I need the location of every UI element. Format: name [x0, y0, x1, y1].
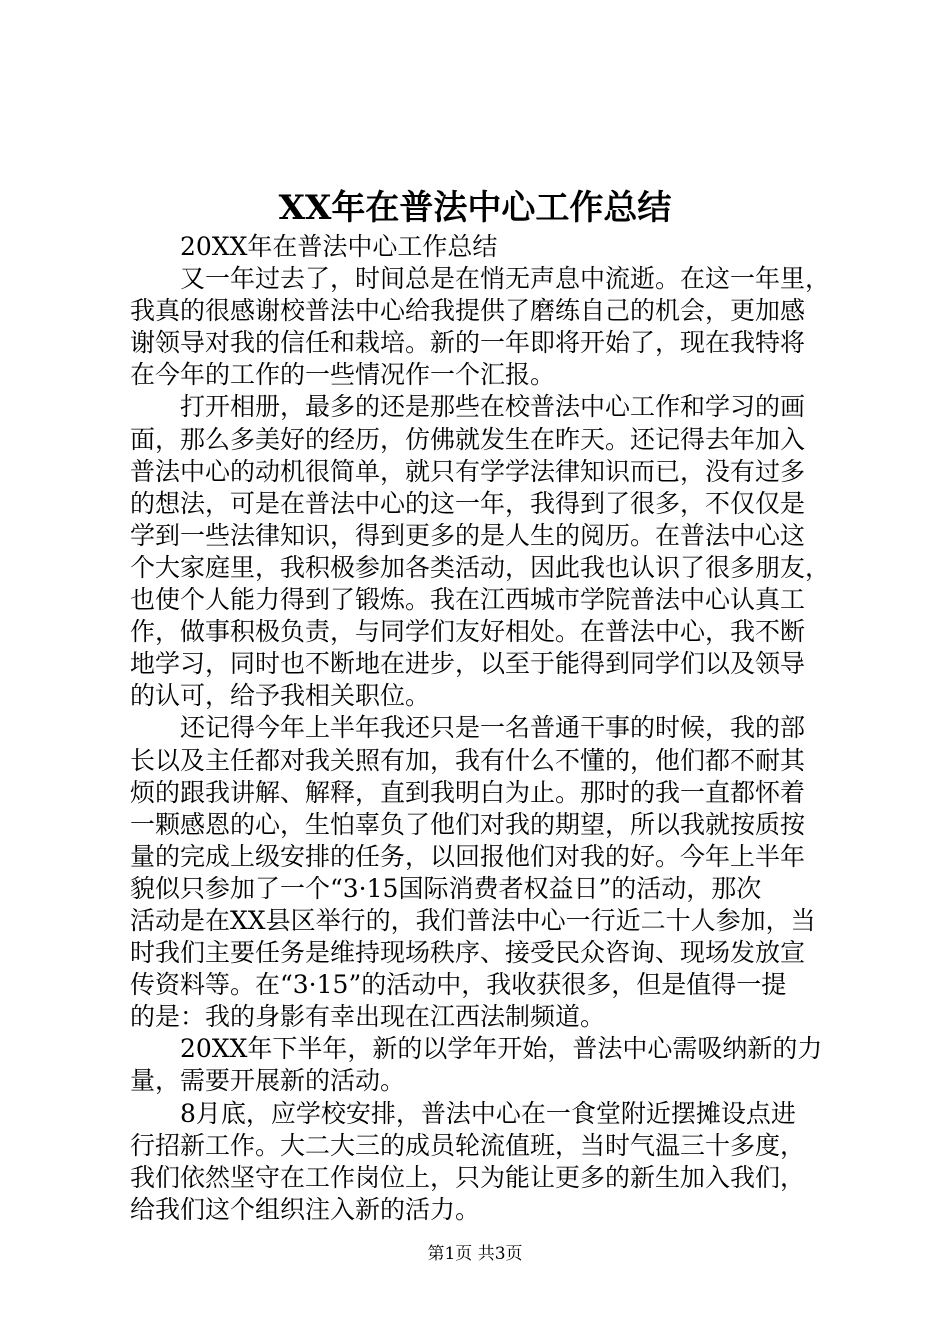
text-line: 给我们这个组织注入新的活力。: [130, 1194, 481, 1224]
text-line: 貌似只参加了一个“3·15国际消费者权益日”的活动，那次: [130, 873, 762, 903]
text-line: 作，做事积极负责，与同学们友好相处。在普法中心，我不断: [130, 617, 806, 647]
text-line: 在今年的工作的一些情况作一个汇报。: [130, 360, 556, 390]
document-title: XX年在普法中心工作总结: [278, 188, 672, 228]
text-line: 行招新工作。大二大三的成员轮流值班，当时气温三十多度，: [130, 1130, 806, 1160]
text-line: 打开相册，最多的还是那些在校普法中心工作和学习的画: [180, 392, 806, 422]
text-line: 的认可，给予我相关职位。: [130, 681, 431, 711]
text-line: 面，那么多美好的经历，仿佛就发生在昨天。还记得去年加入: [130, 424, 806, 454]
text-line: 普法中心的动机很简单，就只有学学法律知识而已，没有过多: [130, 456, 806, 486]
text-line: 也使个人能力得到了锻炼。我在江西城市学院普法中心认真工: [130, 585, 806, 615]
text-line: 又一年过去了，时间总是在悄无声息中流逝。在这一年里，: [180, 264, 831, 294]
text-line: 传资料等。在“3·15”的活动中，我收获很多，但是值得一提: [130, 970, 787, 1000]
text-line: 我们依然坚守在工作岗位上，只为能让更多的新生加入我们，: [130, 1162, 806, 1192]
text-line: 一颗感恩的心，生怕辜负了他们对我的期望，所以我就按质按: [130, 809, 806, 839]
text-line: 谢领导对我的信任和栽培。新的一年即将开始了，现在我特将: [130, 328, 806, 358]
text-line: 学到一些法律知识，得到更多的是人生的阅历。在普法中心这: [130, 520, 806, 550]
text-line: 烦的跟我讲解、解释，直到我明白为止。那时的我一直都怀着: [130, 777, 806, 807]
page-footer: 第1页 共3页: [427, 1244, 523, 1264]
text-line: 20XX年下半年，新的以学年开始，普法中心需吸纳新的力: [180, 1034, 823, 1064]
text-line: 我真的很感谢校普法中心给我提供了磨练自己的机会，更加感: [130, 296, 806, 326]
text-line: 还记得今年上半年我还只是一名普通干事的时候，我的部: [180, 713, 806, 743]
text-line: 的想法，可是在普法中心的这一年，我得到了很多，不仅仅是: [130, 488, 806, 518]
text-line: 长以及主任都对我关照有加，我有什么不懂的，他们都不耐其: [130, 745, 806, 775]
document-body: [130, 231, 842, 1226]
text-line: 量的完成上级安排的任务，以回报他们对我的好。今年上半年: [130, 841, 806, 871]
text-line: 时我们主要任务是维持现场秩序、接受民众咨询、现场发放宣: [130, 938, 806, 968]
text-line: 20XX年在普法中心工作总结: [180, 232, 498, 261]
text-line: 8月底，应学校安排，普法中心在一食堂附近摆摊设点进: [180, 1098, 796, 1128]
text-line: 量，需要开展新的活动。: [130, 1066, 406, 1096]
text-line: 个大家庭里，我积极参加各类活动，因此我也认识了很多朋友，: [130, 552, 831, 582]
text-line: 的是：我的身影有幸出现在江西法制频道。: [130, 1002, 606, 1032]
text-line: 地学习，同时也不断地在进步，以至于能得到同学们以及领导: [130, 649, 806, 679]
text-line: 活动是在XX县区举行的，我们普法中心一行近二十人参加，当: [130, 905, 816, 935]
